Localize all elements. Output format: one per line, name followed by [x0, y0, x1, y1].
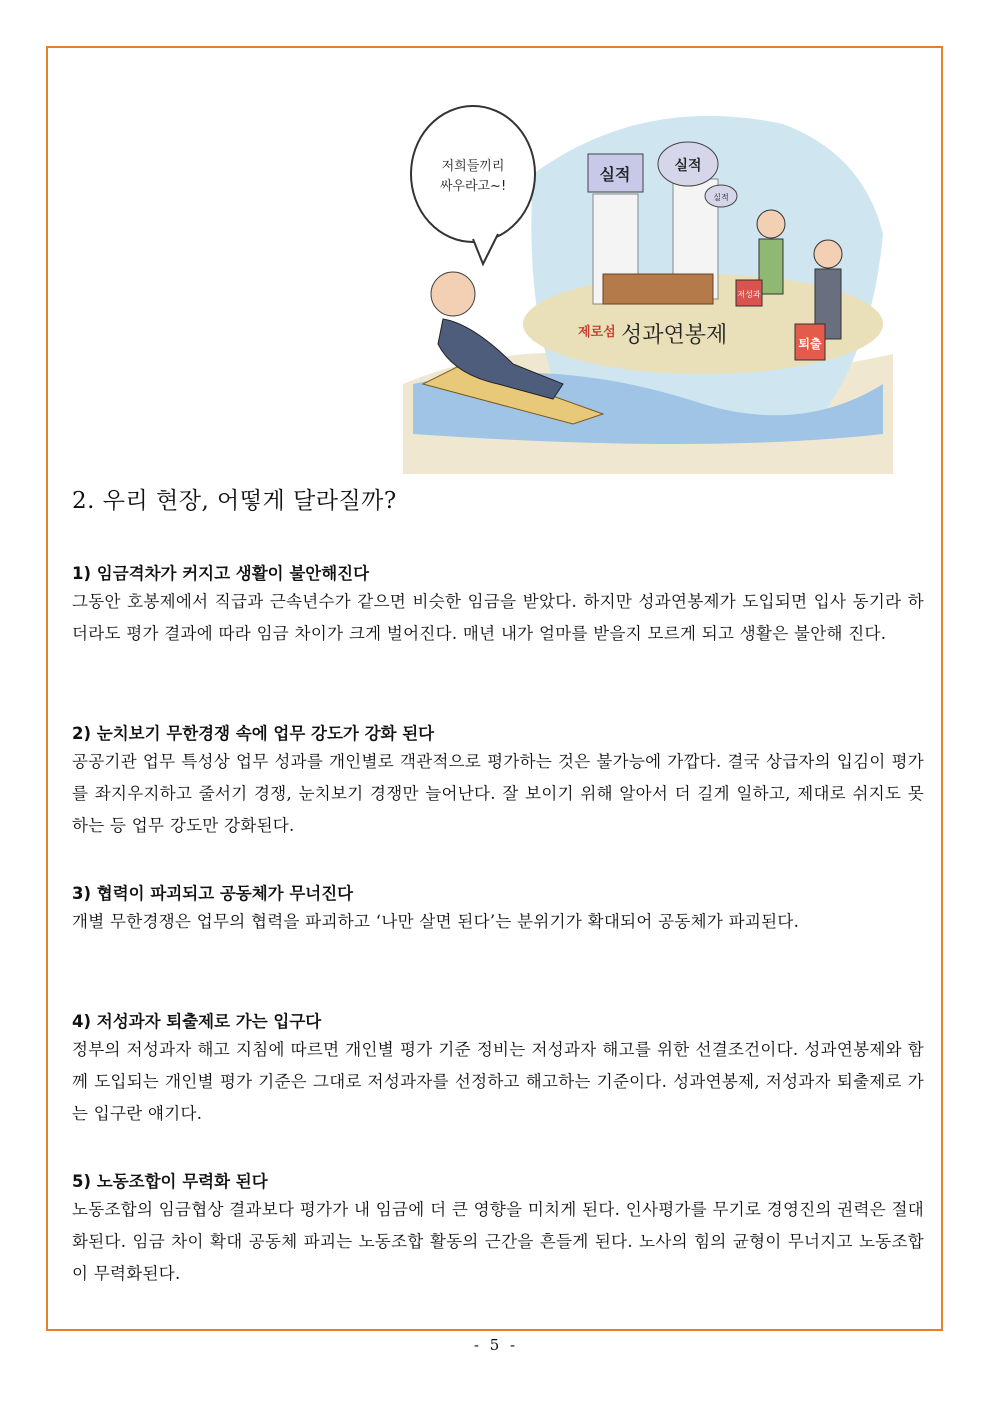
- speech-bubble-tail: [473, 234, 498, 264]
- section-title: 2. 우리 현장, 어떻게 달라질까?: [72, 488, 397, 514]
- item-body: 공공기관 업무 특성상 업무 성과를 개인별로 객관적으로 평가하는 것은 불가능에 가깝다. 결국 상급자의 입김이 평가를 좌지우지하고 줄서기 경쟁, 눈치보기 경쟁만 늘어난다. 잘 보이기 위해 알아서 더 길게 일하고, 제대로 쉬지도 못하는 등 업무 강도만 강화된다.: [72, 752, 924, 835]
- hand-sign-text: 저성과: [737, 290, 761, 299]
- desk: [603, 274, 713, 304]
- item-body: 그동안 호봉제에서 직급과 근속년수가 같으면 비슷한 임금을 받았다. 하지만 성과연봉제가 도입되면 입사 동기라 하더라도 평가 결과에 따라 임금 차이가 크게 벌어진다. 매년 내가 얼마를 받을지 모르게 되고 생활은 불안해 진다.: [72, 592, 924, 643]
- item-body: 정부의 저성과자 해고 지침에 따르면 개인별 평가 기준 정비는 저성과자 해고를 위한 선결조건이다. 성과연봉제와 함께 도입되는 개인별 평가 기준은 그대로 저성과자를 선정하고 해고하는 기준이다. 성과연봉제, 저성과자 퇴출제로 가는 입구란 얘기다.: [72, 1040, 924, 1123]
- man-head: [431, 272, 475, 316]
- speech-bubble-text: 저희들끼리: [441, 159, 505, 174]
- page-number: - 5 -: [473, 1336, 519, 1354]
- item-community: [72, 880, 924, 938]
- speech-bubble: [411, 106, 535, 242]
- item-wage-gap: [72, 560, 924, 650]
- cartoon-illustration: [403, 84, 893, 474]
- item-heading: 2) 눈치보기 무한경쟁 속에 업무 강도가 강화 된다: [72, 724, 435, 743]
- speech-bubble-text: 싸우라고~!: [439, 179, 507, 194]
- exit-sign-text: 퇴출: [798, 337, 822, 351]
- sign-text: 실적: [599, 165, 631, 184]
- sign-text: 실적: [674, 158, 702, 174]
- island-prefix-label: 제로섬: [578, 325, 616, 340]
- item-low-performer: [72, 1008, 924, 1130]
- item-union: [72, 1168, 924, 1290]
- item-heading: 4) 저성과자 퇴출제로 가는 입구다: [72, 1012, 322, 1031]
- item-heading: 3) 협력이 파괴되고 공동체가 무너진다: [72, 884, 354, 903]
- item-work-intensity: [72, 720, 924, 842]
- item-body: 개별 무한경쟁은 업무의 협력을 파괴하고 ‘나만 살면 된다’는 분위기가 확대되어 공동체가 파괴된다.: [72, 912, 800, 931]
- woman-body: [759, 239, 783, 294]
- woman-head: [757, 210, 785, 238]
- item-heading: 5) 노동조합이 무력화 된다: [72, 1172, 268, 1191]
- sign-text: 실적: [713, 193, 729, 202]
- item-body: 노동조합의 임금협상 결과보다 평가가 내 임금에 더 큰 영향을 미치게 된다. 인사평가를 무기로 경영진의 권력은 절대화된다. 임금 차이 확대 공동체 파괴는 노동조합 활동의 근간을 흔들게 된다. 노사의 힘의 균형이 무너지고 노동조합이 무력화된다.: [72, 1200, 924, 1283]
- item-heading: 1) 임금격차가 커지고 생활이 불안해진다: [72, 564, 370, 583]
- island-label: 성과연봉제: [621, 323, 728, 348]
- man2-head: [814, 240, 842, 268]
